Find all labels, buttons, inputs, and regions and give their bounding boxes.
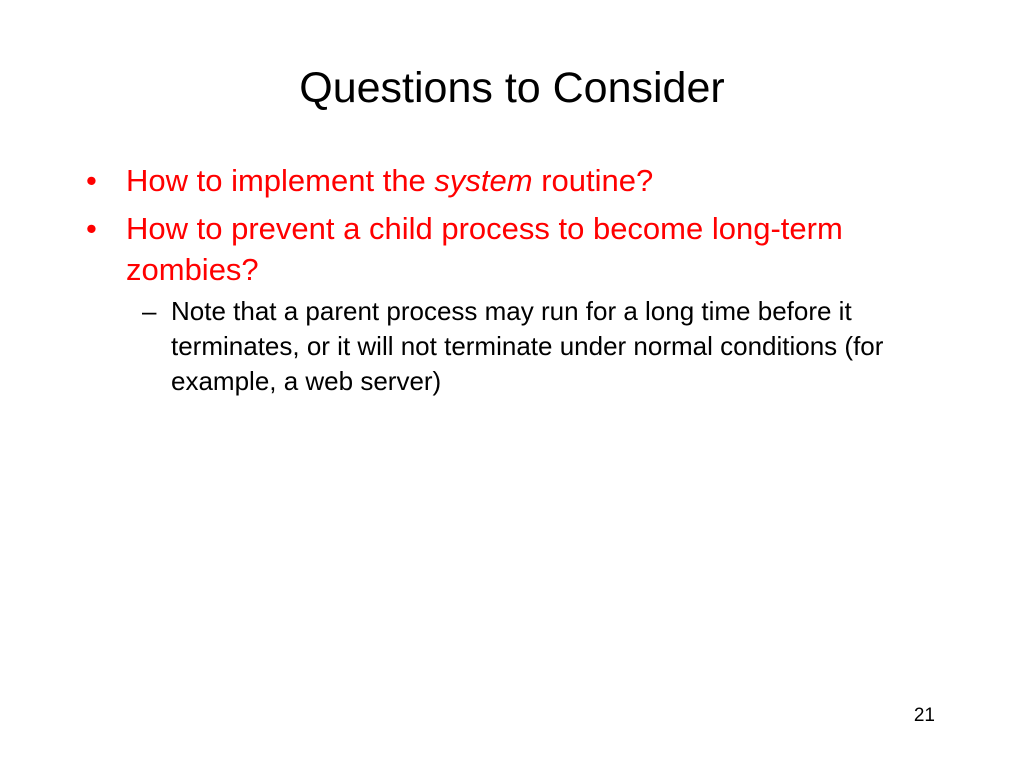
bullet-text-emphasis: system — [434, 163, 533, 198]
bullet-item-system-routine — [86, 160, 946, 201]
bullet-text: How to prevent a child process to become long-term zombies? — [126, 211, 843, 287]
bullet-text-pre: How to implement the — [126, 163, 435, 198]
bullet-text — [126, 163, 653, 198]
sub-bullet-text: Note that a parent process may run for a long time before it terminates, or it will not terminate under normal conditions (for example, a web server) — [171, 296, 884, 396]
bullet-marker: • — [86, 211, 97, 246]
slide-title: Questions to Consider — [299, 64, 725, 112]
sub-bullet-item-parent-process — [126, 294, 946, 399]
bullet-marker: • — [86, 163, 97, 198]
bullet-text-post: routine? — [532, 163, 654, 198]
sub-bullet-marker: – — [142, 296, 157, 326]
sub-bullet-list — [126, 294, 946, 399]
bullet-list — [86, 160, 946, 406]
page-number: 21 — [913, 705, 935, 726]
bullet-item-zombies — [86, 208, 946, 399]
